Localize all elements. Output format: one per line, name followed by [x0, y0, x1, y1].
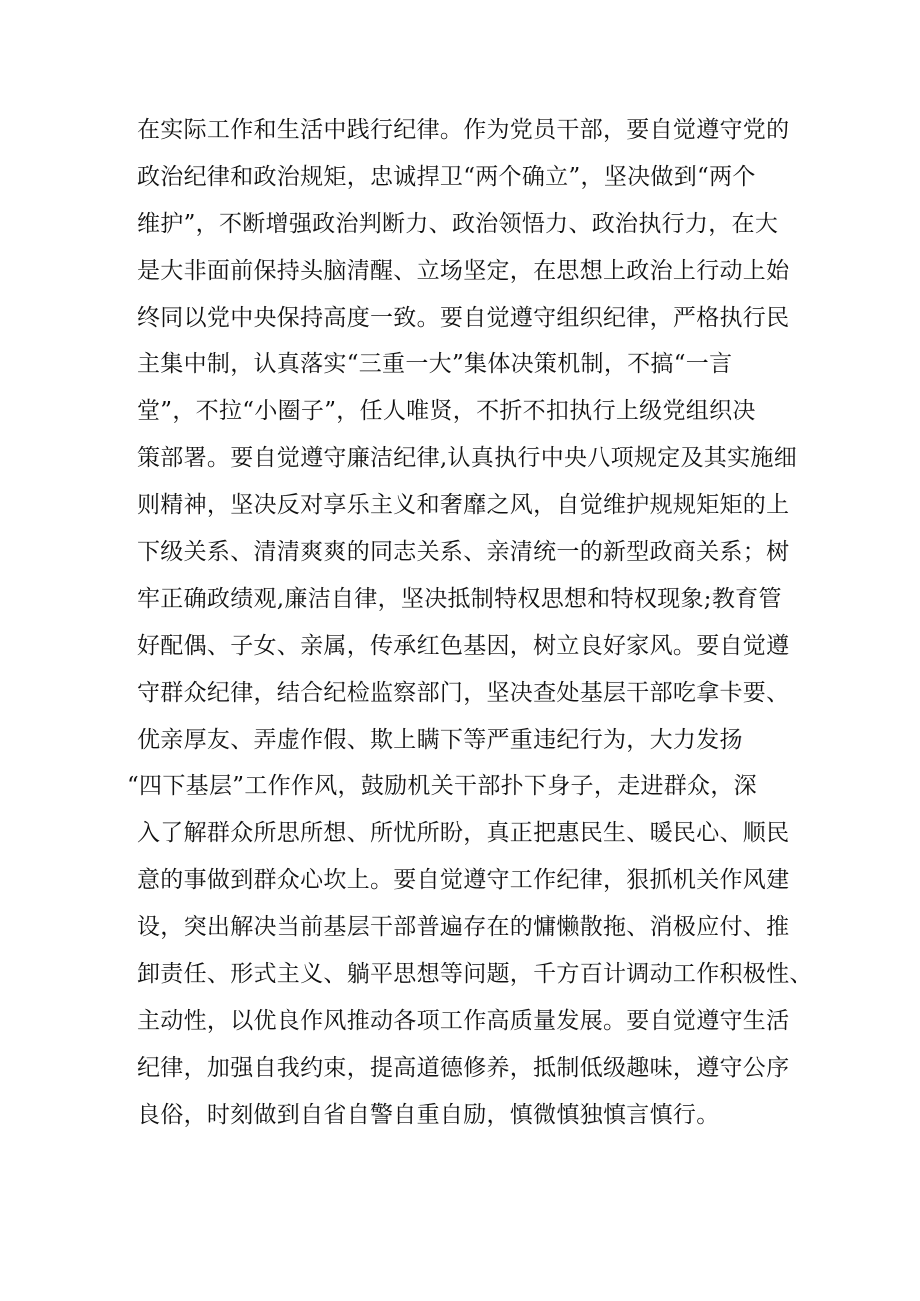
text-line: 政治纪律和政治规矩，忠诚捍卫“两个确立”，坚决做到“两个 [137, 163, 756, 190]
body-paragraph [127, 107, 817, 1139]
text-line: 策部署。要自觉遵守廉洁纪律,认真执行中央八项规定及其实施细 [137, 445, 798, 472]
text-line: 意的事做到群众心坎上。要自觉遵守工作纪律，狠抓机关作风建 [137, 867, 790, 894]
text-line: 入了解群众所思所想、所忧所盼，真正把惠民生、暖民心、顺民 [137, 820, 790, 847]
text-line: 纪律，加强自我约束，提高道德修养，抵制低级趣味，遵守公序 [137, 1054, 790, 1081]
text-line: 设，突出解决当前基层干部普遍存在的慵懒散拖、消极应付、推 [137, 914, 790, 941]
text-line: 卸责任、形式主义、躺平思想等问题，千方百计调动工作积极性、 [137, 961, 813, 988]
text-line: 终同以党中央保持高度一致。要自觉遵守组织纪律，严格执行民 [137, 304, 790, 331]
text-line: 堂”，不拉“小圈子”，任人唯贤，不折不扣执行上级党组织决 [137, 398, 756, 425]
text-line: 牢正确政绩观,廉洁自律，坚决抵制特权思想和特权现象;教育管 [137, 585, 782, 612]
text-line: “四下基层”工作作风，鼓励机关干部扑下身子，走进群众，深 [127, 773, 757, 800]
text-line: 则精神，坚决反对享乐主义和奢靡之风，自觉维护规规矩矩的上 [137, 492, 790, 519]
text-line: 维护”，不断增强政治判断力、政治领悟力、政治执行力，在大 [137, 210, 779, 237]
text-line: 良俗，时刻做到自省自警自重自励，慎微慎独慎言慎行。 [137, 1101, 720, 1128]
text-line: 是大非面前保持头脑清醒、立场坚定，在思想上政治上行动上始 [137, 257, 790, 284]
text-line: 主动性，以优良作风推动各项工作高质量发展。要自觉遵守生活 [137, 1007, 790, 1034]
text-line: 下级关系、清清爽爽的同志关系、亲清统一的新型政商关系；树 [137, 539, 790, 566]
text-line: 优亲厚友、弄虚作假、欺上瞒下等严重违纪行为，大力发扬 [137, 726, 743, 753]
text-line: 在实际工作和生活中践行纪律。作为党员干部，要自觉遵守党的 [137, 117, 790, 143]
text-line: 主集中制，认真落实“三重一大”集体决策机制，不搞“一言 [137, 351, 733, 378]
text-line: 好配偶、子女、亲属，传承红色基因，树立良好家风。要自觉遵 [137, 632, 790, 659]
text-line: 守群众纪律，结合纪检监察部门，坚决查处基层干部吃拿卡要、 [137, 679, 790, 706]
